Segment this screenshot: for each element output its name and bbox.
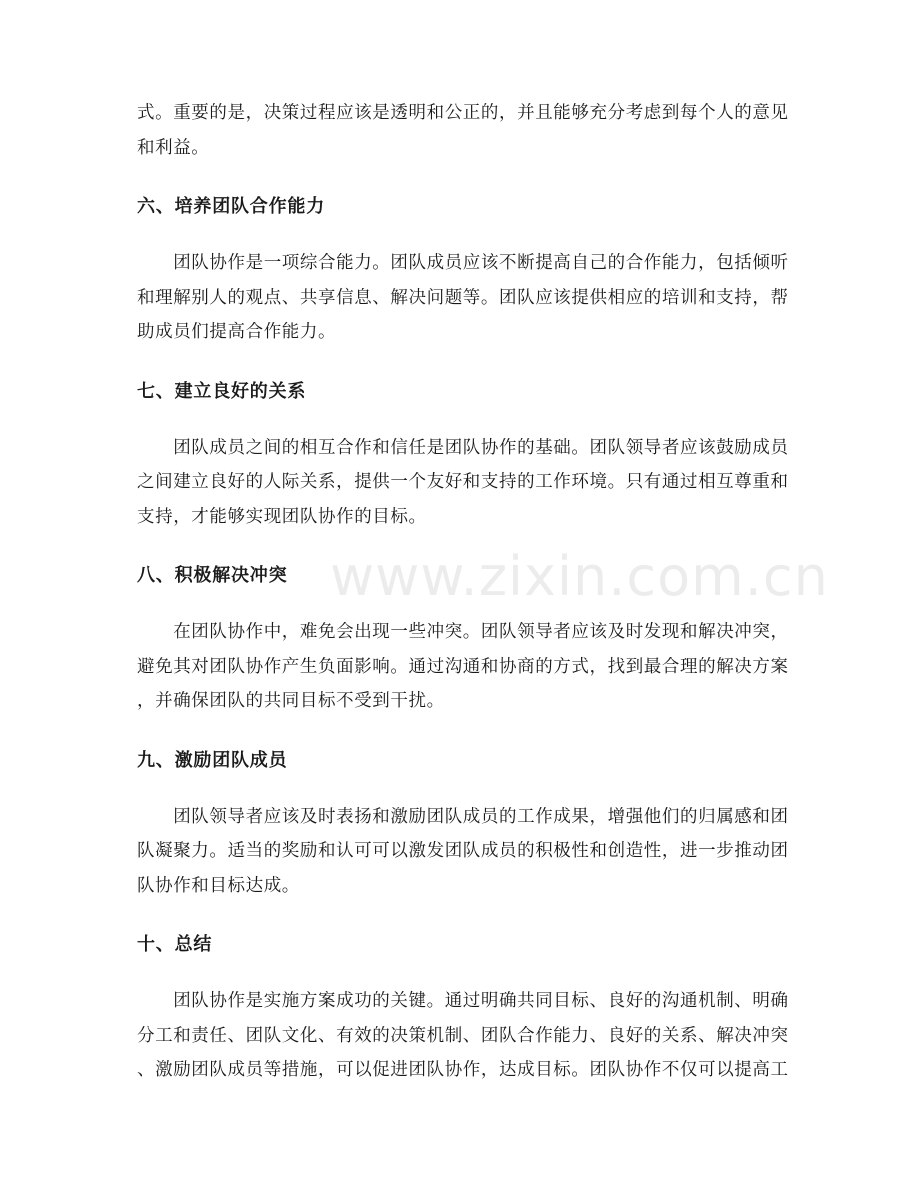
- paragraph-line: 团队成员之间的相互合作和信任是团队协作的基础。团队领导者应该鼓励成员: [137, 437, 789, 458]
- paragraph-line: 和理解别人的观点、共享信息、解决问题等。团队应该提供相应的培训和支持，帮: [137, 287, 789, 308]
- section-9: [137, 744, 789, 904]
- watermark-text: www.zixin.com.cn: [330, 545, 829, 608]
- section-paragraph: [137, 615, 789, 719]
- section-heading: 七、建立良好的关系: [137, 380, 307, 402]
- document-body: [137, 96, 789, 1113]
- paragraph-line: ，并确保团队的共同目标不受到干扰。: [137, 691, 445, 711]
- paragraph-line: 分工和责任、团队文化、有效的决策机制、团队合作能力、良好的关系、解决冲突: [137, 1025, 789, 1046]
- section-7: [137, 375, 789, 535]
- section-paragraph: [137, 431, 789, 535]
- section-heading: 八、积极解决冲突: [137, 565, 288, 586]
- paragraph-line: 式。重要的是，决策过程应该是透明和公正的，并且能够充分考虑到每个人的意见: [137, 103, 789, 123]
- section-10: [137, 928, 789, 1088]
- section-6: [137, 190, 789, 350]
- section-paragraph: [137, 984, 789, 1088]
- paragraph-line: 队凝聚力。适当的奖励和认可可以激发团队成员的积极性和创造性，进一步推动团: [137, 841, 789, 861]
- paragraph-line: 团队协作是一项综合能力。团队成员应该不断提高自己的合作能力，包括倾听: [137, 253, 789, 273]
- paragraph-line: 助成员们提高合作能力。: [137, 322, 337, 342]
- section-8: [137, 559, 789, 719]
- paragraph-line: 在团队协作中，难免会出现一些冲突。团队领导者应该及时发现和解决冲突，: [137, 622, 789, 642]
- paragraph-line: 队协作和目标达成。: [137, 875, 300, 896]
- paragraph-line: 之间建立良好的人际关系，提供一个友好和支持的工作环境。只有通过相互尊重和: [137, 472, 789, 492]
- paragraph-line: 团队领导者应该及时表扬和激励团队成员的工作成果，增强他们的归属感和团: [137, 806, 789, 827]
- section-heading: 六、培养团队合作能力: [137, 196, 325, 217]
- paragraph-line: 团队协作是实施方案成功的关键。通过明确共同目标、良好的沟通机制、明确: [137, 991, 789, 1011]
- section-paragraph: [137, 800, 789, 904]
- section-paragraph: [137, 246, 789, 350]
- section-heading: 十、总结: [137, 934, 213, 955]
- paragraph-line: 避免其对团队协作产生负面影响。通过沟通和协商的方式，找到最合理的解决方案: [137, 656, 789, 677]
- intro-paragraph: [137, 96, 789, 165]
- paragraph-line: 支持，才能够实现团队协作的目标。: [137, 506, 427, 527]
- section-heading: 九、激励团队成员: [137, 749, 288, 771]
- paragraph-line: 和利益。: [137, 137, 210, 158]
- paragraph-line: 、激励团队成员等措施，可以促进团队协作，达成目标。团队协作不仅可以提高工: [137, 1060, 789, 1080]
